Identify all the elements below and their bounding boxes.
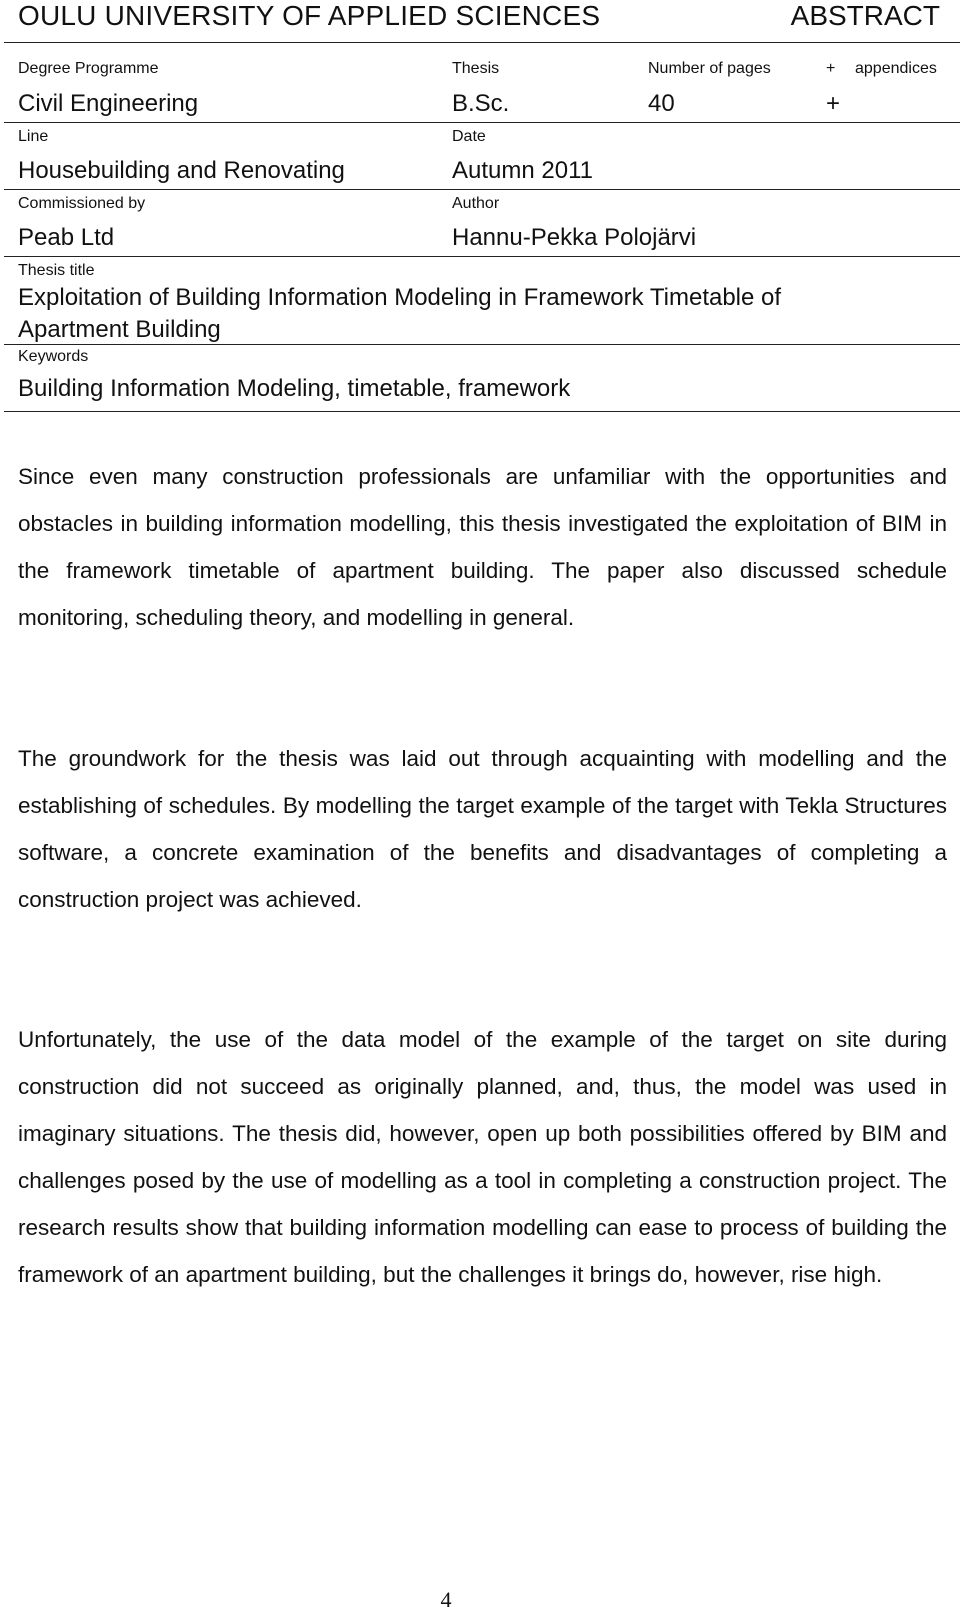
author-value: Hannu-Pekka Polojärvi	[452, 224, 697, 251]
divider	[4, 411, 960, 412]
commissioned-label: Commissioned by	[18, 195, 146, 212]
university-name: OULU UNIVERSITY OF APPLIED SCIENCES	[18, 0, 601, 31]
commissioned-value: Peab Ltd	[18, 224, 115, 251]
thesis-title-label: Thesis title	[18, 262, 95, 279]
thesis-label: Thesis	[452, 60, 500, 77]
keywords-label: Keywords	[18, 348, 89, 365]
date-label: Date	[452, 128, 486, 145]
divider	[4, 344, 960, 345]
author-label: Author	[452, 195, 500, 212]
page-number: 4	[440, 1587, 452, 1612]
pages-label: Number of pages	[648, 60, 771, 77]
line-label: Line	[18, 128, 49, 145]
appendices-value: +	[826, 90, 841, 117]
divider	[4, 122, 960, 123]
divider	[4, 189, 960, 190]
thesis-value: B.Sc.	[452, 90, 510, 117]
abstract-paragraph-1: Since even many construction professionals are unfamiliar with the opportunities and obstacles in building information modelling, this thesis investigated the exploitation of BIM in the framework timetable of apartment building. The paper also discussed schedule monitoring, scheduling theory, and modelling in general.	[18, 464, 947, 630]
thesis-title-line2: Apartment Building	[18, 316, 221, 343]
degree-programme-label: Degree Programme	[18, 60, 159, 77]
divider	[4, 42, 960, 43]
appendices-label: appendices	[855, 60, 937, 77]
appendices-plus-label: +	[826, 60, 836, 77]
document-type: ABSTRACT	[790, 0, 940, 31]
date-value: Autumn 2011	[452, 157, 593, 184]
divider	[4, 256, 960, 257]
pages-value: 40	[648, 90, 675, 117]
abstract-paragraph-2: The groundwork for the thesis was laid out through acquainting with modelling and the establishing of schedules. By modelling the target example of the target with Tekla Structures software, a concrete examination of the benefits and disadvantages of completing a construction project was achieved.	[18, 746, 947, 912]
degree-programme-value: Civil Engineering	[18, 90, 199, 117]
keywords-value: Building Information Modeling, timetable, framework	[18, 375, 571, 402]
abstract-paragraph-3: Unfortunately, the use of the data model of the example of the target on site during construction did not succeed as originally planned, and, thus, the model was used in imaginary situations. The thesis did, however, open up both possibilities offered by BIM and challenges posed by the use of modelling as a tool in completing a construction project. The research results show that building information modelling can ease to process of building the framework of an apartment building, but the challenges it brings do, however, rise high.	[18, 1027, 947, 1287]
line-value: Housebuilding and Renovating	[18, 157, 345, 184]
thesis-title-line1: Exploitation of Building Information Modeling in Framework Timetable of	[18, 284, 782, 311]
